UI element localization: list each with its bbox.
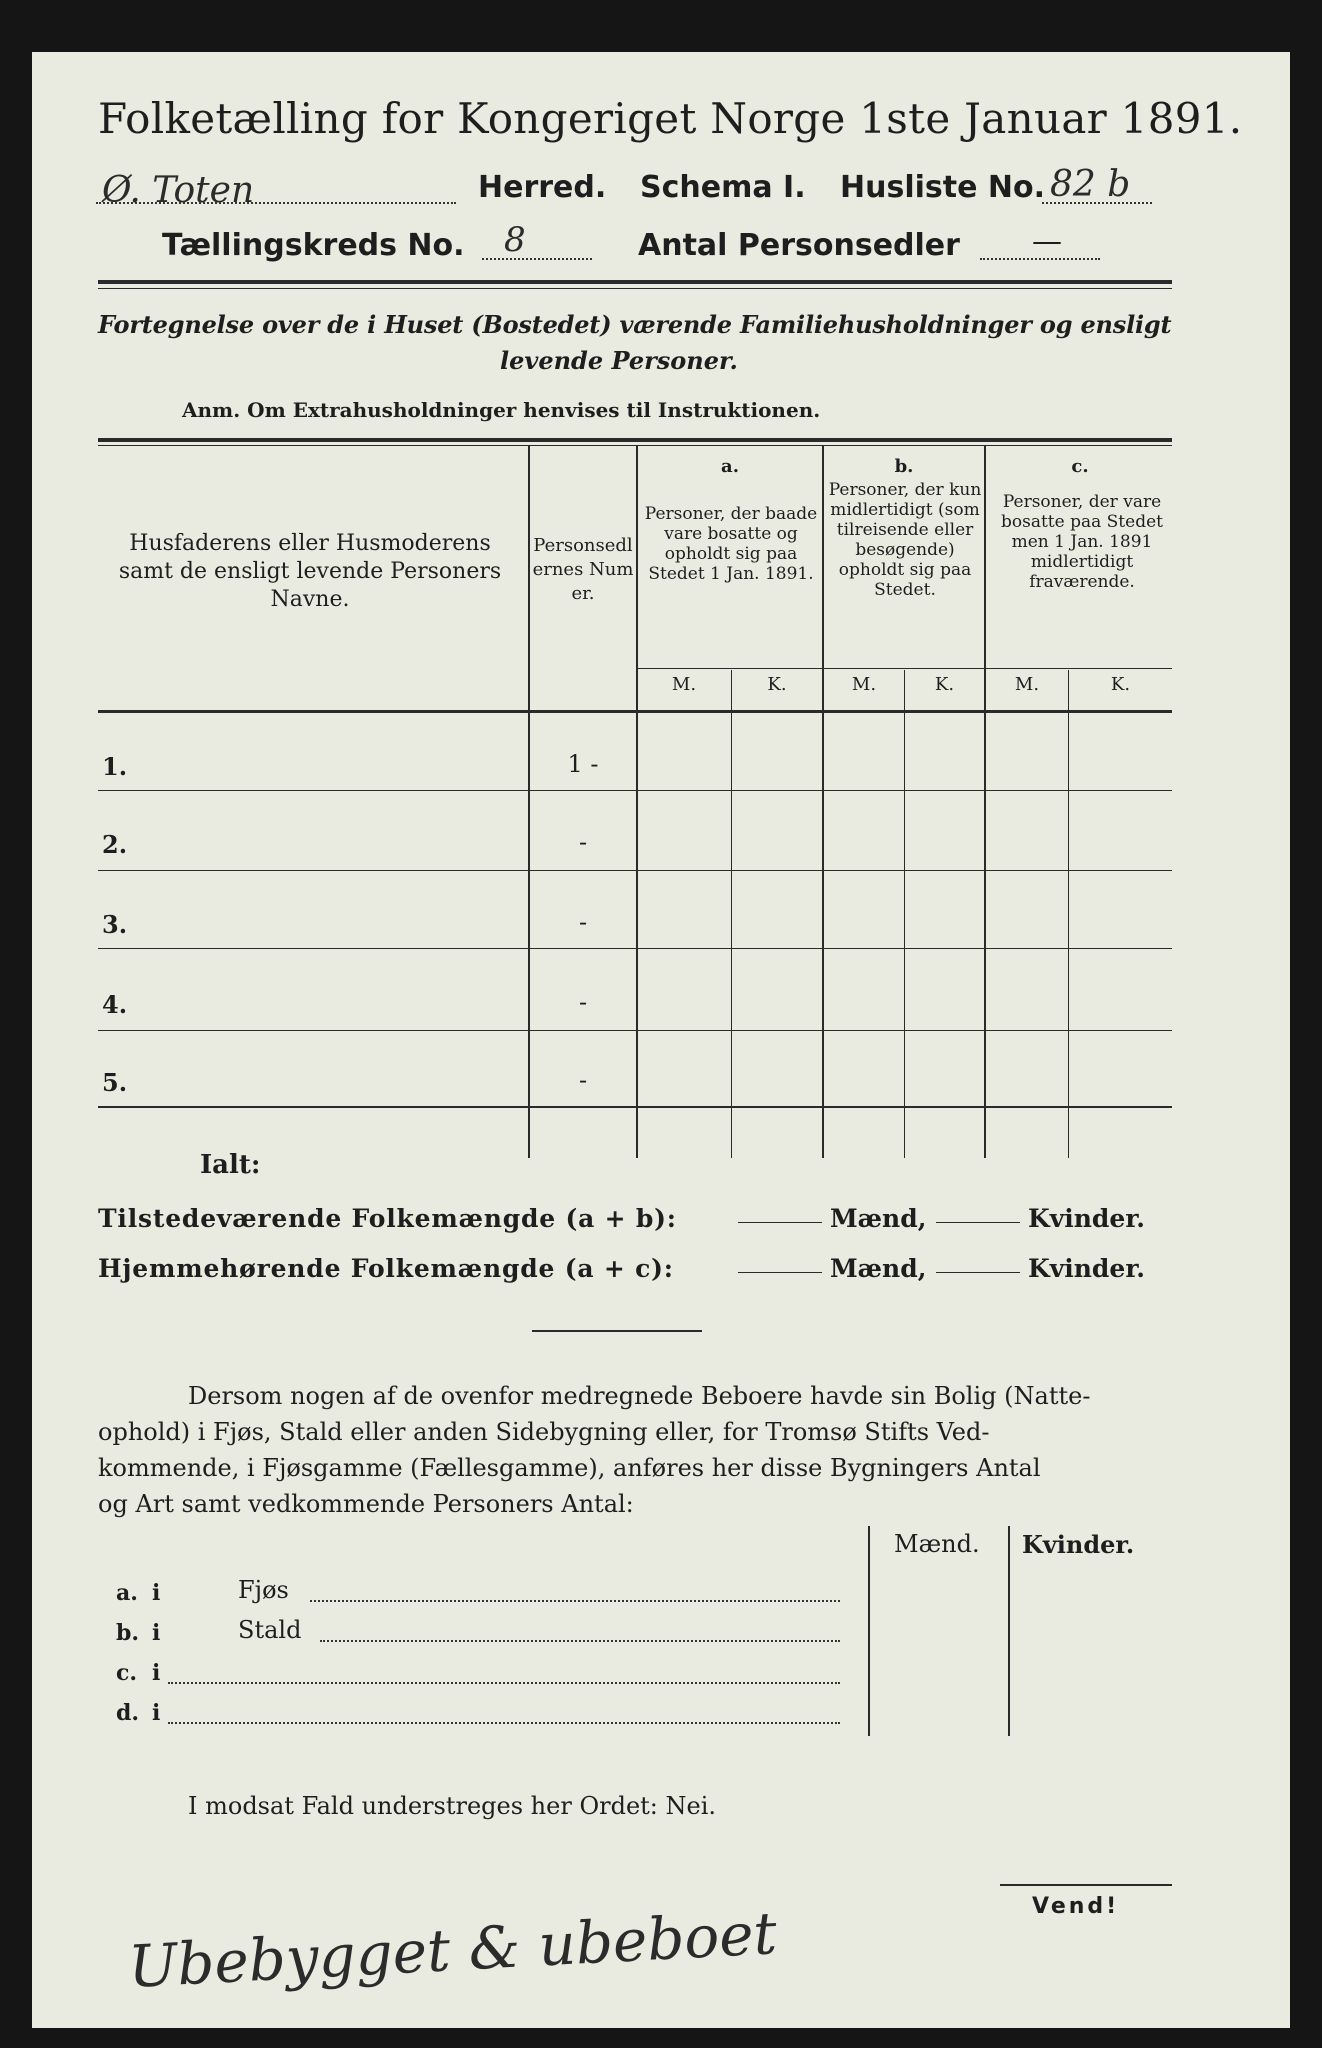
header-rule-thin	[98, 288, 1172, 289]
modsat-fald-note: I modsat Fald understreges her Ordet: Nei.	[188, 1792, 717, 1820]
buildings-col-line-1	[868, 1526, 870, 1736]
intro-line-2: levende Personer.	[500, 346, 738, 375]
item-letter: b.	[116, 1620, 140, 1646]
row-person-number: -	[578, 1066, 588, 1094]
hjemme-maend-label: Mænd,	[830, 1254, 927, 1283]
item-i: i	[152, 1620, 161, 1646]
row-person-number: 1 -	[567, 750, 599, 778]
col-line-num	[636, 446, 638, 1158]
col-line-b	[984, 446, 986, 1158]
table-top-rule-thin	[98, 445, 1172, 446]
row-number: 5.	[102, 1068, 128, 1097]
antal-value: —	[1032, 224, 1062, 259]
col-a-letter: a.	[721, 456, 739, 477]
buildings-kvinder-heading: Kvinder.	[1022, 1530, 1135, 1559]
row-person-number: -	[578, 828, 588, 856]
item-dotted-line	[320, 1640, 840, 1642]
intro-line-1: Fortegnelse over de i Huset (Bostedet) værende Familiehusholdninger og ensligt	[98, 310, 1172, 339]
row-number: 1.	[102, 752, 128, 781]
herred-value: Ø. Toten	[102, 170, 255, 211]
row-rule	[98, 870, 1172, 871]
col-line-a-mk	[731, 670, 732, 1158]
item-i: i	[152, 1660, 161, 1686]
vend-rule	[1000, 1884, 1172, 1886]
tilstede-maend-blank	[738, 1222, 822, 1223]
row-person-number: -	[578, 908, 588, 936]
row-person-number: -	[578, 988, 588, 1016]
row-rule	[98, 1106, 1172, 1108]
buildings-maend-heading: Mænd.	[894, 1530, 980, 1558]
section-divider	[532, 1330, 702, 1332]
row-number: 2.	[102, 830, 128, 859]
col-heading-name: Husfaderens eller Husmoderens samt de ensligt levende Personers Navne.	[118, 531, 502, 612]
col-b-letter: b.	[894, 456, 914, 477]
husliste-value: 82 b	[1050, 164, 1131, 205]
item-dotted-line	[168, 1722, 840, 1724]
c-k-label: K.	[1110, 674, 1131, 695]
handwritten-note: Ubebygget & ubeboet	[126, 1899, 779, 2001]
mk-top-rule	[636, 668, 1172, 669]
item-i: i	[152, 1580, 161, 1606]
table-top-rule-thick	[98, 438, 1172, 442]
hjemme-kvinder-blank	[936, 1272, 1020, 1273]
item-dotted-line	[310, 1600, 840, 1602]
vend-label: Vend!	[1032, 1894, 1120, 1919]
col-line-b-mk	[904, 670, 905, 1158]
item-letter: a.	[116, 1580, 138, 1606]
item-label: Stald	[238, 1616, 302, 1644]
tilstede-maend-label: Mænd,	[830, 1204, 927, 1233]
buildings-text-4: og Art samt vedkommende Personers Antal:	[98, 1490, 634, 1518]
item-letter: d.	[116, 1700, 140, 1726]
kreds-label: Tællingskreds No.	[162, 228, 465, 263]
hjemme-maend-blank	[738, 1272, 822, 1273]
herred-label: Herred.	[478, 170, 607, 205]
form-title: Folketælling for Kongeriget Norge 1ste Januar 1891.	[98, 94, 1243, 143]
row-number: 4.	[102, 990, 128, 1019]
antal-label: Antal Personsedler	[638, 228, 960, 263]
schema-label: Schema I.	[640, 170, 806, 205]
col-heading-c: Personer, der vare bosatte paa Stedet men 1 Jan. 1891 midlertidigt fraværende.	[1001, 492, 1163, 592]
ialt-label: Ialt:	[200, 1150, 261, 1180]
row-rule	[98, 1030, 1172, 1031]
a-k-label: K.	[767, 674, 787, 695]
col-line-name	[528, 446, 530, 1158]
tilstede-label: Tilstedeværende Folkemængde (a + b):	[98, 1204, 677, 1233]
kreds-dotted-line	[482, 258, 592, 260]
row-number: 3.	[102, 910, 128, 939]
anm-note: Anm. Om Extrahusholdninger henvises til Instruktionen.	[182, 398, 821, 422]
col-line-c-mk	[1068, 670, 1069, 1158]
col-line-a	[822, 446, 824, 1158]
tilstede-kvinder-blank	[936, 1222, 1020, 1223]
table-head-rule	[98, 710, 1172, 713]
buildings-col-line-2	[1008, 1526, 1010, 1736]
herred-dotted-line	[96, 202, 456, 204]
header-rule-thick	[98, 280, 1172, 284]
c-m-label: M.	[1014, 674, 1040, 695]
husliste-dotted-line	[1042, 202, 1152, 204]
a-m-label: M.	[671, 674, 697, 695]
item-i: i	[152, 1700, 161, 1726]
b-k-label: K.	[934, 674, 955, 695]
tilstede-kvinder-label: Kvinder.	[1028, 1204, 1145, 1233]
hjemme-kvinder-label: Kvinder.	[1028, 1254, 1145, 1283]
col-heading-num: Personsedlernes Numer.	[532, 535, 634, 604]
antal-dotted-line	[980, 258, 1100, 260]
census-form-page	[32, 52, 1290, 2028]
b-m-label: M.	[851, 674, 877, 695]
buildings-text-1: Dersom nogen af de ovenfor medregnede Beboere havde sin Bolig (Natte-	[188, 1382, 1091, 1410]
item-letter: c.	[116, 1660, 138, 1686]
col-heading-a: Personer, der baade vare bosatte og opholdt sig paa Stedet 1 Jan. 1891.	[644, 504, 818, 584]
row-rule	[98, 790, 1172, 791]
row-rule	[98, 948, 1172, 949]
col-c-letter: c.	[1071, 456, 1089, 477]
item-label: Fjøs	[238, 1576, 289, 1604]
kreds-value: 8	[504, 220, 526, 260]
buildings-text-3: kommende, i Fjøsgamme (Fællesgamme), anføres her disse Bygningers Antal	[98, 1454, 1041, 1482]
col-heading-b: Personer, der kun midlertidigt (som tilreisende eller besøgende) opholdt sig paa Stedet.	[828, 480, 982, 600]
hjemme-label: Hjemmehørende Folkemængde (a + c):	[98, 1254, 674, 1283]
buildings-text-2: ophold) i Fjøs, Stald eller anden Sidebygning eller, for Tromsø Stifts Ved-	[98, 1418, 990, 1446]
item-dotted-line	[168, 1682, 840, 1684]
husliste-label: Husliste No.	[840, 170, 1045, 205]
